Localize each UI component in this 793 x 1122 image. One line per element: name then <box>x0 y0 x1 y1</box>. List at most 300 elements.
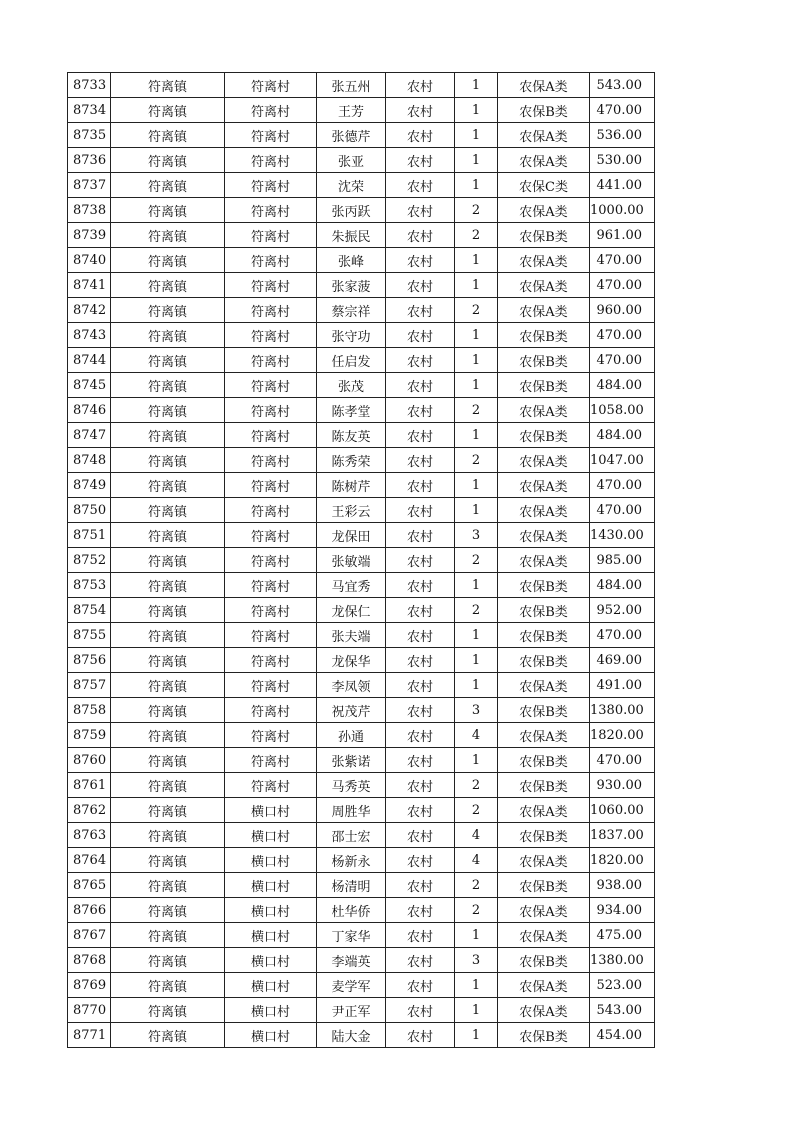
town-cell: 符离镇 <box>111 98 225 123</box>
person-name-cell: 张茂 <box>317 373 386 398</box>
table-row <box>68 898 655 923</box>
person-name-cell: 张家菠 <box>317 273 386 298</box>
village-cell: 符离村 <box>225 98 317 123</box>
household-count-cell: 1 <box>455 348 498 373</box>
table-row <box>68 348 655 373</box>
records-table <box>67 72 655 1048</box>
table-row <box>68 923 655 948</box>
table-row <box>68 623 655 648</box>
area-type-cell: 农村 <box>386 523 455 548</box>
area-type-cell: 农村 <box>386 973 455 998</box>
person-name-cell: 祝茂芹 <box>317 698 386 723</box>
insurance-category-cell: 农保A类 <box>498 898 590 923</box>
town-cell: 符离镇 <box>111 848 225 873</box>
household-count-cell: 1 <box>455 1023 498 1048</box>
area-type-cell: 农村 <box>386 423 455 448</box>
record-id-cell: 8760 <box>68 748 111 773</box>
town-cell: 符离镇 <box>111 898 225 923</box>
household-count-cell: 1 <box>455 248 498 273</box>
town-cell: 符离镇 <box>111 523 225 548</box>
area-type-cell: 农村 <box>386 673 455 698</box>
insurance-category-cell: 农保A类 <box>498 448 590 473</box>
town-cell: 符离镇 <box>111 923 225 948</box>
village-cell: 符离村 <box>225 148 317 173</box>
person-name-cell: 张紫诺 <box>317 748 386 773</box>
record-id-cell: 8742 <box>68 298 111 323</box>
area-type-cell: 农村 <box>386 298 455 323</box>
record-id-cell: 8749 <box>68 473 111 498</box>
table-row <box>68 473 655 498</box>
household-count-cell: 2 <box>455 223 498 248</box>
person-name-cell: 马宜秀 <box>317 573 386 598</box>
household-count-cell: 1 <box>455 273 498 298</box>
table-row <box>68 98 655 123</box>
household-count-cell: 1 <box>455 148 498 173</box>
amount-cell: 470.00 <box>590 623 655 648</box>
town-cell: 符离镇 <box>111 348 225 373</box>
town-cell: 符离镇 <box>111 398 225 423</box>
area-type-cell: 农村 <box>386 248 455 273</box>
village-cell: 符离村 <box>225 523 317 548</box>
table-row <box>68 198 655 223</box>
village-cell: 符离村 <box>225 448 317 473</box>
amount-cell: 1000.00 <box>590 198 655 223</box>
household-count-cell: 2 <box>455 298 498 323</box>
village-cell: 符离村 <box>225 373 317 398</box>
amount-cell: 934.00 <box>590 898 655 923</box>
amount-cell: 1047.00 <box>590 448 655 473</box>
amount-cell: 454.00 <box>590 1023 655 1048</box>
area-type-cell: 农村 <box>386 748 455 773</box>
town-cell: 符离镇 <box>111 823 225 848</box>
town-cell: 符离镇 <box>111 548 225 573</box>
area-type-cell: 农村 <box>386 98 455 123</box>
insurance-category-cell: 农保A类 <box>498 273 590 298</box>
person-name-cell: 龙保田 <box>317 523 386 548</box>
person-name-cell: 王芳 <box>317 98 386 123</box>
household-count-cell: 2 <box>455 448 498 473</box>
table-row <box>68 398 655 423</box>
area-type-cell: 农村 <box>386 173 455 198</box>
area-type-cell: 农村 <box>386 923 455 948</box>
village-cell: 符离村 <box>225 398 317 423</box>
record-id-cell: 8767 <box>68 923 111 948</box>
area-type-cell: 农村 <box>386 323 455 348</box>
table-row <box>68 73 655 98</box>
household-count-cell: 1 <box>455 73 498 98</box>
table-row <box>68 148 655 173</box>
insurance-category-cell: 农保C类 <box>498 173 590 198</box>
town-cell: 符离镇 <box>111 773 225 798</box>
village-cell: 横口村 <box>225 898 317 923</box>
insurance-category-cell: 农保A类 <box>498 498 590 523</box>
village-cell: 符离村 <box>225 348 317 373</box>
village-cell: 横口村 <box>225 848 317 873</box>
amount-cell: 523.00 <box>590 973 655 998</box>
village-cell: 符离村 <box>225 298 317 323</box>
area-type-cell: 农村 <box>386 473 455 498</box>
amount-cell: 470.00 <box>590 498 655 523</box>
table-row <box>68 798 655 823</box>
village-cell: 横口村 <box>225 798 317 823</box>
table-row <box>68 673 655 698</box>
insurance-category-cell: 农保B类 <box>498 748 590 773</box>
village-cell: 符离村 <box>225 423 317 448</box>
insurance-category-cell: 农保A类 <box>498 548 590 573</box>
amount-cell: 470.00 <box>590 273 655 298</box>
record-id-cell: 8766 <box>68 898 111 923</box>
record-id-cell: 8752 <box>68 548 111 573</box>
person-name-cell: 周胜华 <box>317 798 386 823</box>
household-count-cell: 3 <box>455 698 498 723</box>
table-row <box>68 548 655 573</box>
town-cell: 符离镇 <box>111 323 225 348</box>
town-cell: 符离镇 <box>111 623 225 648</box>
insurance-category-cell: 农保B类 <box>498 648 590 673</box>
household-count-cell: 1 <box>455 173 498 198</box>
insurance-category-cell: 农保B类 <box>498 373 590 398</box>
household-count-cell: 1 <box>455 648 498 673</box>
household-count-cell: 1 <box>455 673 498 698</box>
person-name-cell: 张德芹 <box>317 123 386 148</box>
record-id-cell: 8758 <box>68 698 111 723</box>
area-type-cell: 农村 <box>386 73 455 98</box>
record-id-cell: 8755 <box>68 623 111 648</box>
amount-cell: 1430.00 <box>590 523 655 548</box>
village-cell: 横口村 <box>225 873 317 898</box>
record-id-cell: 8756 <box>68 648 111 673</box>
town-cell: 符离镇 <box>111 198 225 223</box>
person-name-cell: 朱振民 <box>317 223 386 248</box>
town-cell: 符离镇 <box>111 998 225 1023</box>
insurance-category-cell: 农保A类 <box>498 248 590 273</box>
record-id-cell: 8757 <box>68 673 111 698</box>
table-row <box>68 298 655 323</box>
person-name-cell: 杜华侨 <box>317 898 386 923</box>
record-id-cell: 8744 <box>68 348 111 373</box>
area-type-cell: 农村 <box>386 998 455 1023</box>
household-count-cell: 1 <box>455 573 498 598</box>
area-type-cell: 农村 <box>386 723 455 748</box>
amount-cell: 1060.00 <box>590 798 655 823</box>
amount-cell: 484.00 <box>590 573 655 598</box>
person-name-cell: 杨清明 <box>317 873 386 898</box>
village-cell: 符离村 <box>225 623 317 648</box>
village-cell: 横口村 <box>225 973 317 998</box>
record-id-cell: 8750 <box>68 498 111 523</box>
amount-cell: 470.00 <box>590 323 655 348</box>
table-row <box>68 448 655 473</box>
record-id-cell: 8771 <box>68 1023 111 1048</box>
table-row <box>68 248 655 273</box>
amount-cell: 475.00 <box>590 923 655 948</box>
village-cell: 横口村 <box>225 923 317 948</box>
amount-cell: 543.00 <box>590 73 655 98</box>
area-type-cell: 农村 <box>386 873 455 898</box>
amount-cell: 930.00 <box>590 773 655 798</box>
area-type-cell: 农村 <box>386 548 455 573</box>
person-name-cell: 陈树芹 <box>317 473 386 498</box>
village-cell: 符离村 <box>225 723 317 748</box>
village-cell: 符离村 <box>225 548 317 573</box>
town-cell: 符离镇 <box>111 673 225 698</box>
person-name-cell: 张守功 <box>317 323 386 348</box>
amount-cell: 470.00 <box>590 748 655 773</box>
person-name-cell: 李端英 <box>317 948 386 973</box>
amount-cell: 938.00 <box>590 873 655 898</box>
record-id-cell: 8763 <box>68 823 111 848</box>
area-type-cell: 农村 <box>386 823 455 848</box>
record-id-cell: 8736 <box>68 148 111 173</box>
area-type-cell: 农村 <box>386 898 455 923</box>
town-cell: 符离镇 <box>111 473 225 498</box>
person-name-cell: 尹正军 <box>317 998 386 1023</box>
record-id-cell: 8746 <box>68 398 111 423</box>
person-name-cell: 任启发 <box>317 348 386 373</box>
person-name-cell: 邵士宏 <box>317 823 386 848</box>
insurance-category-cell: 农保B类 <box>498 573 590 598</box>
amount-cell: 470.00 <box>590 348 655 373</box>
amount-cell: 1058.00 <box>590 398 655 423</box>
village-cell: 符离村 <box>225 473 317 498</box>
person-name-cell: 张亚 <box>317 148 386 173</box>
amount-cell: 1380.00 <box>590 948 655 973</box>
table-row <box>68 973 655 998</box>
table-row <box>68 698 655 723</box>
record-id-cell: 8759 <box>68 723 111 748</box>
record-id-cell: 8747 <box>68 423 111 448</box>
insurance-category-cell: 农保A类 <box>498 673 590 698</box>
amount-cell: 985.00 <box>590 548 655 573</box>
person-name-cell: 陈秀荣 <box>317 448 386 473</box>
area-type-cell: 农村 <box>386 848 455 873</box>
town-cell: 符离镇 <box>111 723 225 748</box>
record-id-cell: 8738 <box>68 198 111 223</box>
person-name-cell: 马秀英 <box>317 773 386 798</box>
insurance-category-cell: 农保B类 <box>498 98 590 123</box>
record-id-cell: 8737 <box>68 173 111 198</box>
town-cell: 符离镇 <box>111 498 225 523</box>
table-row <box>68 498 655 523</box>
household-count-cell: 2 <box>455 773 498 798</box>
household-count-cell: 4 <box>455 823 498 848</box>
area-type-cell: 农村 <box>386 773 455 798</box>
village-cell: 符离村 <box>225 248 317 273</box>
town-cell: 符离镇 <box>111 1023 225 1048</box>
record-id-cell: 8765 <box>68 873 111 898</box>
record-id-cell: 8762 <box>68 798 111 823</box>
person-name-cell: 张丙跃 <box>317 198 386 223</box>
amount-cell: 1837.00 <box>590 823 655 848</box>
household-count-cell: 4 <box>455 723 498 748</box>
village-cell: 符离村 <box>225 773 317 798</box>
table-row <box>68 748 655 773</box>
person-name-cell: 龙保华 <box>317 648 386 673</box>
table-row <box>68 723 655 748</box>
amount-cell: 952.00 <box>590 598 655 623</box>
person-name-cell: 杨新永 <box>317 848 386 873</box>
amount-cell: 1820.00 <box>590 723 655 748</box>
insurance-category-cell: 农保B类 <box>498 323 590 348</box>
insurance-category-cell: 农保B类 <box>498 1023 590 1048</box>
table-row <box>68 648 655 673</box>
record-id-cell: 8733 <box>68 73 111 98</box>
amount-cell: 543.00 <box>590 998 655 1023</box>
amount-cell: 484.00 <box>590 423 655 448</box>
table-row <box>68 773 655 798</box>
town-cell: 符离镇 <box>111 573 225 598</box>
record-id-cell: 8770 <box>68 998 111 1023</box>
area-type-cell: 农村 <box>386 698 455 723</box>
area-type-cell: 农村 <box>386 273 455 298</box>
insurance-category-cell: 农保A类 <box>498 523 590 548</box>
household-count-cell: 3 <box>455 948 498 973</box>
record-id-cell: 8751 <box>68 523 111 548</box>
insurance-category-cell: 农保A类 <box>498 798 590 823</box>
insurance-category-cell: 农保B类 <box>498 623 590 648</box>
area-type-cell: 农村 <box>386 1023 455 1048</box>
town-cell: 符离镇 <box>111 423 225 448</box>
village-cell: 符离村 <box>225 173 317 198</box>
town-cell: 符离镇 <box>111 748 225 773</box>
insurance-category-cell: 农保B类 <box>498 948 590 973</box>
table-row <box>68 323 655 348</box>
household-count-cell: 1 <box>455 923 498 948</box>
amount-cell: 961.00 <box>590 223 655 248</box>
household-count-cell: 1 <box>455 473 498 498</box>
insurance-category-cell: 农保B类 <box>498 423 590 448</box>
village-cell: 横口村 <box>225 948 317 973</box>
insurance-category-cell: 农保B类 <box>498 223 590 248</box>
household-count-cell: 1 <box>455 748 498 773</box>
record-id-cell: 8743 <box>68 323 111 348</box>
village-cell: 横口村 <box>225 823 317 848</box>
record-id-cell: 8753 <box>68 573 111 598</box>
household-count-cell: 3 <box>455 523 498 548</box>
town-cell: 符离镇 <box>111 698 225 723</box>
person-name-cell: 陈友英 <box>317 423 386 448</box>
town-cell: 符离镇 <box>111 173 225 198</box>
person-name-cell: 沈荣 <box>317 173 386 198</box>
area-type-cell: 农村 <box>386 398 455 423</box>
town-cell: 符离镇 <box>111 648 225 673</box>
household-count-cell: 1 <box>455 623 498 648</box>
amount-cell: 470.00 <box>590 473 655 498</box>
table-row <box>68 948 655 973</box>
area-type-cell: 农村 <box>386 198 455 223</box>
town-cell: 符离镇 <box>111 598 225 623</box>
table-row <box>68 1023 655 1048</box>
household-count-cell: 1 <box>455 123 498 148</box>
amount-cell: 1820.00 <box>590 848 655 873</box>
table-row <box>68 998 655 1023</box>
area-type-cell: 农村 <box>386 573 455 598</box>
person-name-cell: 王彩云 <box>317 498 386 523</box>
insurance-category-cell: 农保A类 <box>498 398 590 423</box>
table-row <box>68 523 655 548</box>
town-cell: 符离镇 <box>111 798 225 823</box>
record-id-cell: 8748 <box>68 448 111 473</box>
village-cell: 符离村 <box>225 573 317 598</box>
insurance-category-cell: 农保A类 <box>498 123 590 148</box>
amount-cell: 960.00 <box>590 298 655 323</box>
area-type-cell: 农村 <box>386 223 455 248</box>
household-count-cell: 1 <box>455 498 498 523</box>
household-count-cell: 1 <box>455 373 498 398</box>
person-name-cell: 麦学军 <box>317 973 386 998</box>
table-row <box>68 823 655 848</box>
insurance-category-cell: 农保A类 <box>498 298 590 323</box>
record-id-cell: 8769 <box>68 973 111 998</box>
record-id-cell: 8764 <box>68 848 111 873</box>
person-name-cell: 张夫端 <box>317 623 386 648</box>
village-cell: 符离村 <box>225 498 317 523</box>
record-id-cell: 8754 <box>68 598 111 623</box>
area-type-cell: 农村 <box>386 373 455 398</box>
person-name-cell: 张敏端 <box>317 548 386 573</box>
town-cell: 符离镇 <box>111 273 225 298</box>
amount-cell: 536.00 <box>590 123 655 148</box>
record-id-cell: 8768 <box>68 948 111 973</box>
person-name-cell: 蔡宗祥 <box>317 298 386 323</box>
table-row <box>68 223 655 248</box>
amount-cell: 491.00 <box>590 673 655 698</box>
village-cell: 符离村 <box>225 123 317 148</box>
table-row <box>68 423 655 448</box>
insurance-category-cell: 农保A类 <box>498 848 590 873</box>
household-count-cell: 2 <box>455 898 498 923</box>
insurance-category-cell: 农保A类 <box>498 723 590 748</box>
insurance-category-cell: 农保A类 <box>498 973 590 998</box>
town-cell: 符离镇 <box>111 73 225 98</box>
insurance-category-cell: 农保B类 <box>498 873 590 898</box>
area-type-cell: 农村 <box>386 148 455 173</box>
village-cell: 符离村 <box>225 748 317 773</box>
table-row <box>68 873 655 898</box>
household-count-cell: 1 <box>455 98 498 123</box>
amount-cell: 470.00 <box>590 248 655 273</box>
area-type-cell: 农村 <box>386 623 455 648</box>
table-row <box>68 123 655 148</box>
table-body <box>68 73 655 1048</box>
insurance-category-cell: 农保B类 <box>498 698 590 723</box>
insurance-category-cell: 农保A类 <box>498 148 590 173</box>
village-cell: 符离村 <box>225 673 317 698</box>
town-cell: 符离镇 <box>111 123 225 148</box>
village-cell: 符离村 <box>225 73 317 98</box>
household-count-cell: 2 <box>455 798 498 823</box>
insurance-category-cell: 农保B类 <box>498 773 590 798</box>
table-row <box>68 373 655 398</box>
household-count-cell: 2 <box>455 873 498 898</box>
amount-cell: 484.00 <box>590 373 655 398</box>
household-count-cell: 4 <box>455 848 498 873</box>
record-id-cell: 8741 <box>68 273 111 298</box>
village-cell: 符离村 <box>225 223 317 248</box>
table-row <box>68 173 655 198</box>
amount-cell: 469.00 <box>590 648 655 673</box>
town-cell: 符离镇 <box>111 298 225 323</box>
record-id-cell: 8745 <box>68 373 111 398</box>
village-cell: 符离村 <box>225 598 317 623</box>
town-cell: 符离镇 <box>111 373 225 398</box>
village-cell: 横口村 <box>225 998 317 1023</box>
area-type-cell: 农村 <box>386 448 455 473</box>
town-cell: 符离镇 <box>111 448 225 473</box>
person-name-cell: 孙通 <box>317 723 386 748</box>
town-cell: 符离镇 <box>111 248 225 273</box>
insurance-category-cell: 农保A类 <box>498 998 590 1023</box>
